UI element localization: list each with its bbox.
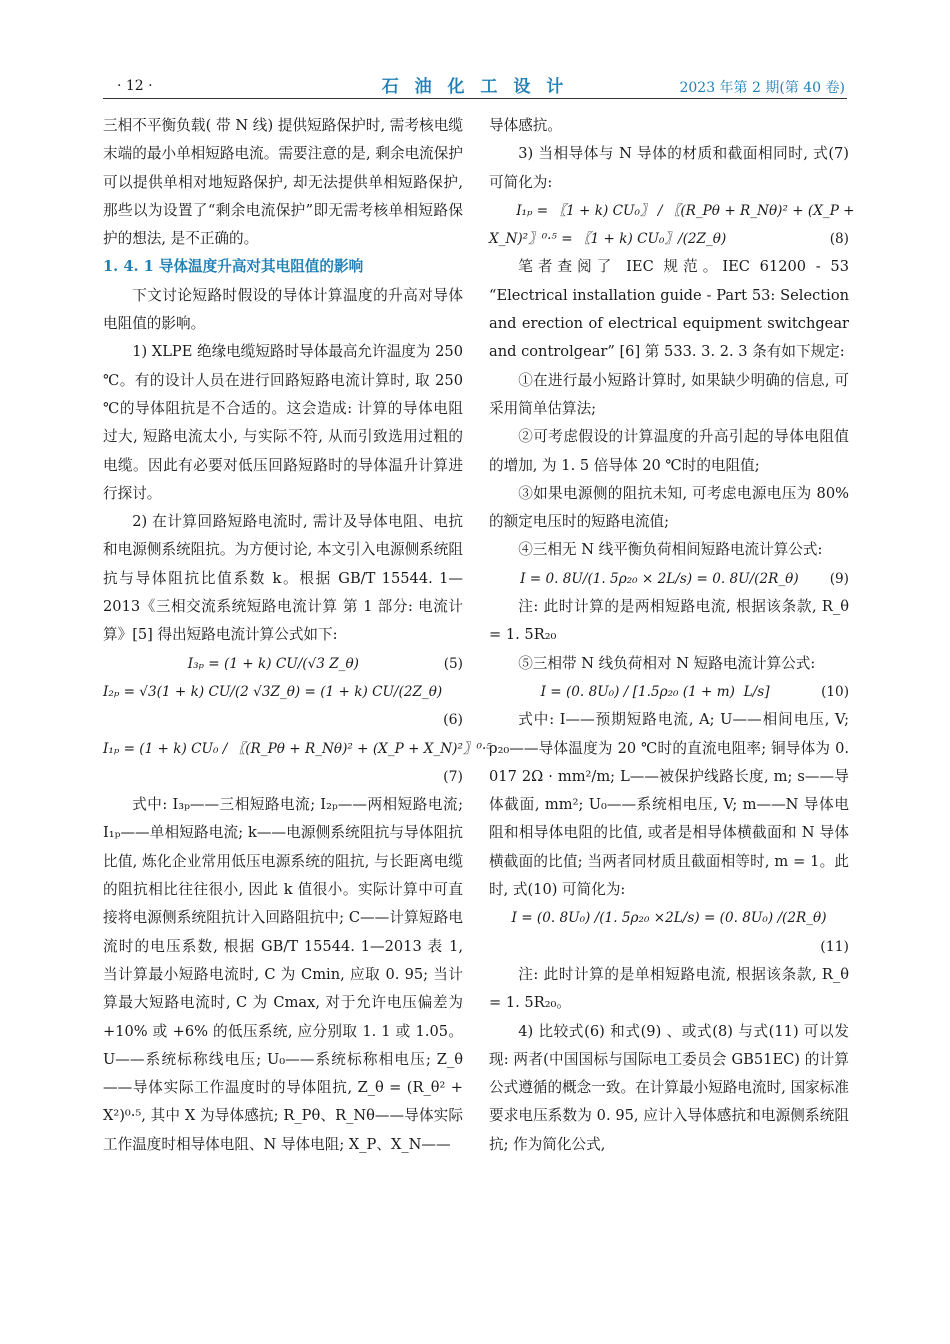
formula-text: X_N)²〗⁰·⁵ = 〖1 + k) CU₀〗/(2Z_θ) — [489, 231, 727, 248]
paragraph: 导体感抗。 — [489, 117, 562, 134]
equation-number: (5) — [443, 655, 463, 672]
paragraph: 笔者查阅了 IEC 规范。IEC 61200 - 53 “Electrical installation guide - Part 53: Selection and erection of electrical equipment switchgear and controlgear” [6] 第 533. 3. 2. 3 条有如下规定: — [489, 258, 849, 361]
formula-11: I = (0. 8U₀) /(1. 5ρ₂₀ ×2L/s) = (0. 8U₀) /(2R_θ) — [511, 910, 827, 927]
paragraph: 式中: I₃ₚ——三相短路电流; I₂ₚ——两相短路电流; I₁ₚ——单相短路电流; k——电源侧系统阻抗与导体阻抗比值, 炼化企业常用低压电源系统的阻抗, 与长距离电缆的阻抗相比往往很小, 因此 k 值很小。实际计算中可直接将电源侧系统阻抗计入回路阻抗中; C——计算短路电流时的电压系数, 根据 GB/T 15544. 1—2013 表 1, 当计算最小短路电流时, C 为 Cmin, 应取 0. 95; 当计算最大短路电流时, C 为 Cmax, 对于允许电压偏差为 +10% 或 +6% 的低压系统, 应分别取 1. 1 或 1.05。U——系统标称线电压; U₀——系统标称相电压; Z_θ——导体实际工作温度时的导体阻抗, Z_θ = (R_θ² + X²)⁰·⁵, 其中 X 为导体感抗; R_Pθ、R_Nθ——导体实际工作温度时相导体电阻、N 导体电阻; X_P、X_N—— — [103, 796, 463, 1153]
right-column — [489, 112, 855, 1159]
formula-5 — [103, 650, 463, 678]
left-column — [103, 112, 492, 1159]
formula-9 — [489, 565, 849, 593]
formula-text: I = 0. 8U/(1. 5ρ₂₀ × 2L/s) = 0. 8U/(2R_θ) — [520, 570, 799, 587]
formula-text: I = (0. 8U₀) / [1.5ρ₂₀ (1 + m) L/s] — [540, 683, 770, 700]
paragraph: 下文讨论短路时假设的导体计算温度的升高对导体电阻值的影响。 — [103, 286, 463, 333]
formula-6: I₂ₚ = √3(1 + k) CU/(2 √3Z_θ) = (1 + k) CU/(2Z_θ) — [103, 683, 443, 700]
formula-text: I₃ₚ = (1 + k) CU/(√3 Z_θ) — [187, 655, 359, 672]
formula-8-line-2 — [489, 225, 849, 253]
paragraph: ④三相无 N 线平衡负荷相间短路电流计算公式: — [518, 541, 823, 559]
paragraph: ①在进行最小短路计算时, 如果缺少明确的信息, 可采用简单估算法; — [489, 371, 849, 417]
paragraph: 2) 在计算回路短路电流时, 需计及导体电阻、电抗和电源侧系统阻抗。为方便讨论, 本文引入电源侧系统阻抗与导体阻抗比值系数 k。根据 GB/T 15544. 1—2013《三相交流系统短路电流计算 第 1 部分: 电流计算》[5] 得出短路电流计算公式如下: — [103, 513, 463, 644]
equation-number: (6) — [443, 712, 463, 729]
paragraph: 注: 此时计算的是两相短路电流, 根据该条款, R_θ = 1. 5R₂₀ — [489, 598, 849, 644]
equation-number: (11) — [820, 938, 849, 955]
page-number: · 12 · — [117, 78, 153, 94]
formula-7: I₁ₚ = (1 + k) CU₀ / 〖(R_Pθ + R_Nθ)² + (X_P + X_N)²〗⁰·⁵ — [103, 740, 492, 757]
paragraph: 式中: I——预期短路电流, A; U——相间电压, V; ρ₂₀——导体温度为 20 ℃时的直流电阻率; 铜导体为 0. 017 2Ω · mm²/m; L——被保护线路长度, m; s——导体截面, mm²; U₀——系统相电压, V; m——N 导体电阻和相导体电阻的比值, 或者是相导体横截面和 N 导体横截面的比值; 当两者同材质且截面相等时, m = 1。此时, 式(10) 可简化为: — [489, 711, 849, 899]
paragraph: 1) XLPE 绝缘电缆短路时导体最高允许温度为 250 ℃。有的设计人员在进行回路短路电流计算时, 取 250 ℃的导体阻抗是不合适的。这会造成: 计算的导体电阻过大, 短路电流太小, 与实际不符, 从而引致选用过粗的电缆。因此有必要对低压回路短路时的导体温升计算进行探讨。 — [103, 343, 463, 502]
equation-number: (9) — [829, 570, 849, 587]
paragraph: 3) 当相导体与 N 导体的材质和截面相同时, 式(7) 可简化为: — [489, 145, 849, 191]
paragraph: 4) 比较式(6) 和式(9) 、或式(8) 与式(11) 可以发现: 两者(中国国标与国际电工委员会 GB51EC) 的计算公式遵循的概念一致。在计算最小短路电流时, 国家标准要求电压系数为 0. 95, 应计入导体感抗和电源侧系统阻抗; 作为简化公式, — [489, 1022, 849, 1153]
paragraph: 注: 此时计算的是单相短路电流, 根据该条款, R_θ = 1. 5R₂₀。 — [489, 965, 849, 1012]
formula-10 — [489, 678, 849, 706]
equation-number: (7) — [443, 768, 463, 785]
paragraph: ⑤三相带 N 线负荷相对 N 短路电流计算公式: — [518, 654, 816, 672]
paragraph: 三相不平衡负载( 带 N 线) 提供短路保护时, 需考核电缆末端的最小单相短路电流。需要注意的是, 剩余电流保护可以提供单相对地短路保护, 却无法提供单相短路保护, 那些以为设置了“剩余电流保护”即无需考核单相短路保护的想法, 是不正确的。 — [103, 117, 463, 248]
paragraph: ③如果电源侧的阻抗未知, 可考虑电源电压为 80% 的额定电压时的短路电流值; — [489, 484, 849, 531]
issue-info: 2023 年第 2 期(第 40 卷) — [679, 80, 845, 96]
journal-title: 石 油 化 工 设 计 — [381, 77, 569, 97]
paragraph: ②可考虑假设的计算温度的升高引起的导体电阻值的增加, 为 1. 5 倍导体 20 ℃时的电阻值; — [489, 428, 849, 474]
section-heading: 1. 4. 1 导体温度升高对其电阻值的影响 — [103, 258, 364, 276]
formula-8-line-1: I₁ₚ = 〖1 + k) CU₀〗 / 〖(R_Pθ + R_Nθ)² + (X_P + — [516, 202, 855, 219]
page-header — [103, 70, 847, 99]
equation-number: (8) — [829, 231, 849, 248]
equation-number: (10) — [821, 683, 849, 700]
